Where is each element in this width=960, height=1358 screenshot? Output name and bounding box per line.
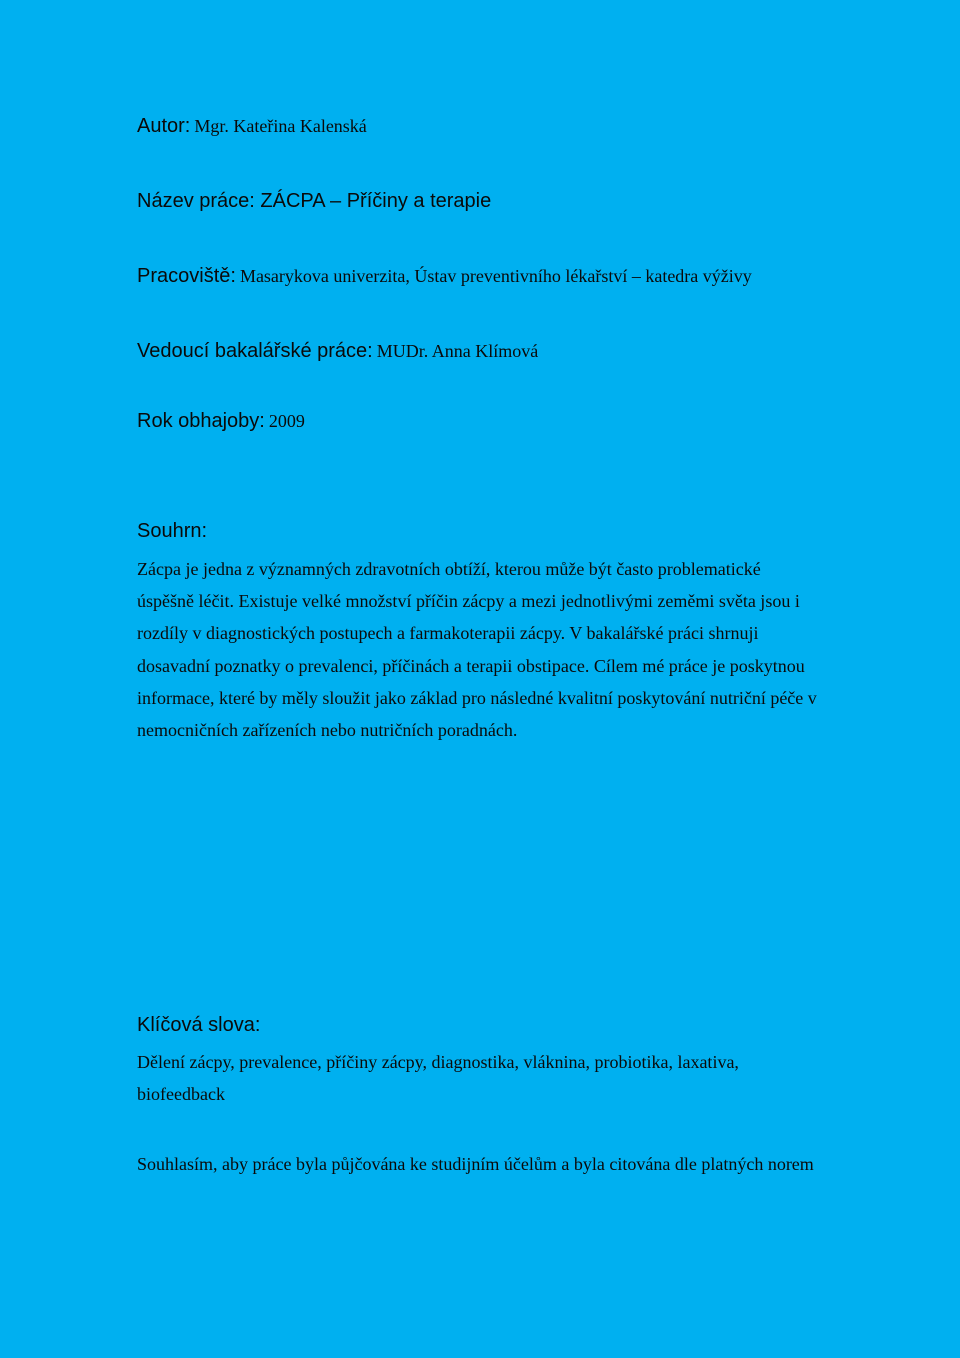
supervisor-line xyxy=(137,340,538,363)
author-value: Mgr. Kateřina Kalenská xyxy=(194,116,367,136)
defense-year-value: 2009 xyxy=(268,411,305,431)
workplace-label: Pracoviště: xyxy=(137,265,236,287)
keywords-line: biofeedback xyxy=(137,1084,225,1104)
keywords-heading: Klíčová slova: xyxy=(137,1014,261,1036)
keywords-line: Dělení zácpy, prevalence, příčiny zácpy, diagnostika, vláknina, probiotika, laxativa, xyxy=(137,1052,739,1072)
thesis-title: Název práce: ZÁCPA – Příčiny a terapie xyxy=(137,190,492,212)
summary-line: nemocničních zařízeních nebo nutričních poradnách. xyxy=(137,720,518,740)
summary-line: úspěšně léčit. Existuje velké množství příčin zácpy a mezi jednotlivými zeměmi světa jsou i xyxy=(137,591,800,611)
author-label: Autor: xyxy=(137,115,191,137)
summary-line: dosavadní poznatky o prevalenci, příčinách a terapii obstipace. Cílem mé práce je poskytnou xyxy=(137,656,805,676)
supervisor-value: MUDr. Anna Klímová xyxy=(376,341,539,361)
summary-line: rozdíly v diagnostických postupech a farmakoterapii zácpy. V bakalářské práci shrnuji xyxy=(137,623,759,643)
summary-heading: Souhrn: xyxy=(137,520,208,542)
summary-line: informace, které by měly sloužit jako základ pro následné kvalitní poskytování nutriční péče v xyxy=(137,688,817,708)
defense-year-label: Rok obhajoby: xyxy=(137,410,265,432)
author-line xyxy=(137,115,367,138)
consent-statement: Souhlasím, aby práce byla půjčována ke studijním účelům a byla citována dle platných norem xyxy=(137,1154,814,1174)
workplace-line xyxy=(137,265,752,288)
supervisor-label: Vedoucí bakalářské práce: xyxy=(137,340,373,362)
defense-year-line xyxy=(137,410,305,433)
summary-line: Zácpa je jedna z významných zdravotních obtíží, kterou může být často problematické xyxy=(137,559,761,579)
workplace-value: Masarykova univerzita, Ústav preventivního lékařství – katedra výživy xyxy=(239,266,752,286)
